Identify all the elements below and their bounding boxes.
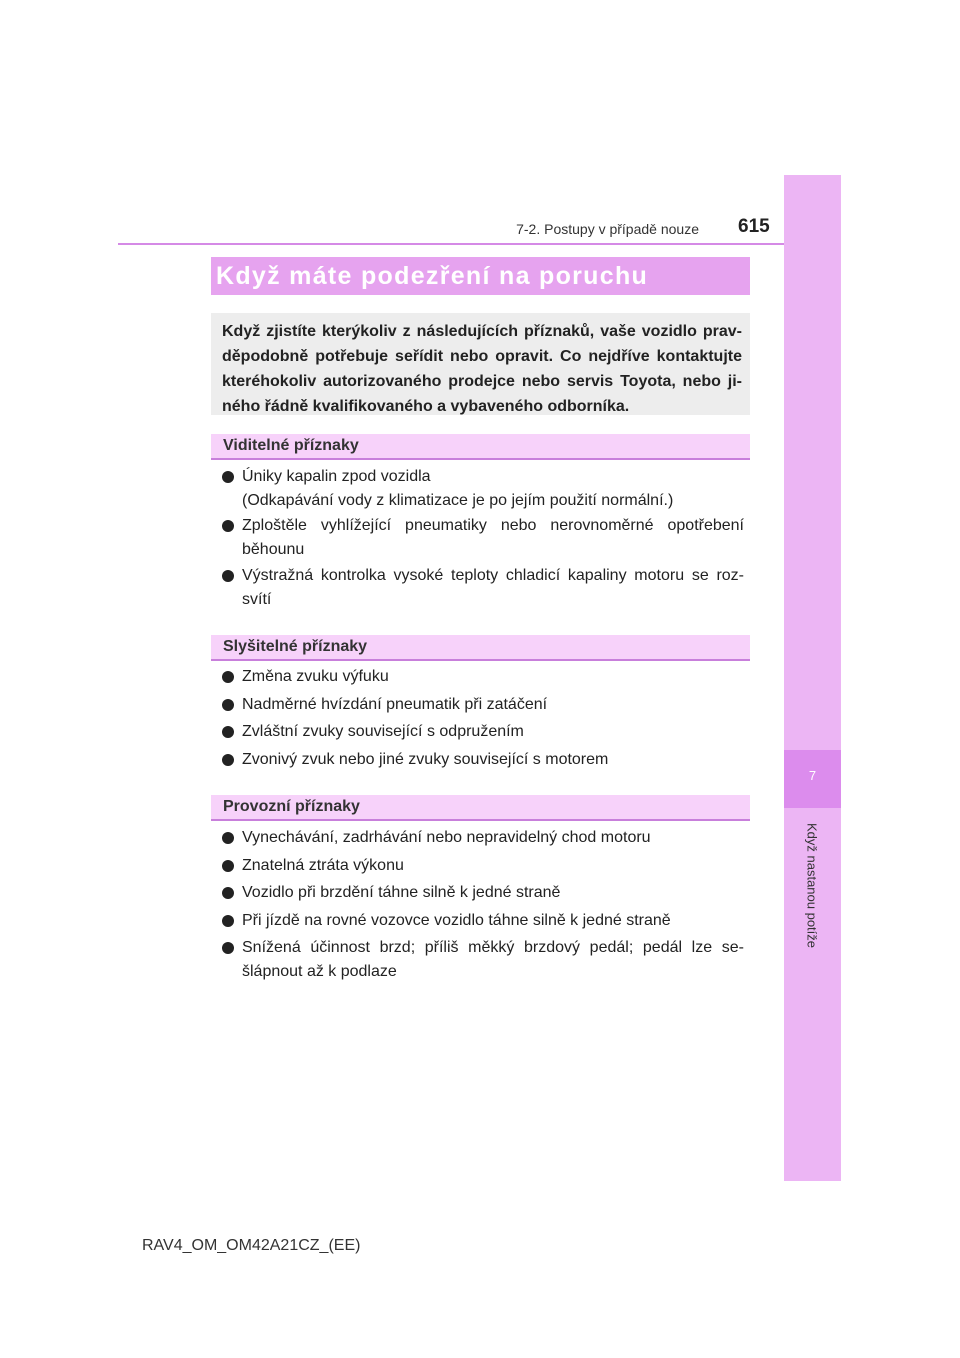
list-item [222,665,744,689]
bullet-icon [222,570,234,582]
bullet-icon [222,671,234,683]
page-title: Když máte podezření na poruchu [216,262,649,290]
list-item [222,881,744,905]
bullet-icon [222,754,234,766]
list-item [222,720,744,744]
section-heading-operational [211,795,750,821]
bullet-icon [222,471,234,483]
bullet-icon [222,832,234,844]
bullet-icon [222,699,234,711]
chapter-number: 7 [808,768,817,783]
page-number: 615 [738,216,770,237]
bullet-icon [222,887,234,899]
list-item-text: Úniky kapalin zpod vozidla [242,468,431,485]
section-heading-audible [211,635,750,661]
bullet-icon [222,915,234,927]
list-item-text: Zvláštní zvuky související s odpružením [242,723,524,740]
intro-box [211,313,750,415]
list-item-text-note: (Odkapávání vody z klimatizace je po jejím použití normální.) [242,492,674,509]
header-section-title: 7-2. Postupy v případě nouze [516,221,699,237]
bullet-icon [222,726,234,738]
list-item [222,936,744,984]
header-divider [118,243,784,245]
list-item [222,854,744,878]
bullet-icon [222,520,234,532]
bullet-icon [222,860,234,872]
section-heading-label: Provozní příznaky [223,798,360,815]
section-heading-visible [211,434,750,460]
list-item [222,826,744,850]
list-item-text: Změna zvuku výfuku [242,668,389,685]
chapter-side-tab [784,175,841,1181]
list-item [222,693,744,717]
list-item [222,564,744,612]
document-code: RAV4_OM_OM42A21CZ_(EE) [142,1237,361,1254]
list-item-text: Zploštěle vyhlížející pneumatiky nebo nerovnoměrné opotřebení běhounu [242,517,744,558]
intro-text: Když zjistíte kterýkoliv z následujících příznaků, vaše vozidlo prav-děpodobně potřebuje seřídit nebo opravit. Co nejdříve kontaktujte kteréhokoliv autorizovaného prodejce nebo servis Toyota, nebo ji-ného řádně kvalifikovaného a vybaveného odborníka. [222,323,742,415]
section-heading-label: Viditelné příznaky [223,437,359,454]
list-item [222,465,744,513]
list-item [222,748,744,772]
list-item-text: Vynechávání, zadrhávání nebo nepravidelný chod motoru [242,829,651,846]
list-item-text: Snížená účinnost brzd; příliš měkký brzdový pedál; pedál lze se-šlápnout až k podlaze [242,939,744,980]
list-item-text: Zvonivý zvuk nebo jiné zvuky související s motorem [242,751,609,768]
list-item-text: Znatelná ztráta výkonu [242,857,404,874]
section-heading-label: Slyšitelné příznaky [223,638,368,655]
list-item-text: Výstražná kontrolka vysoké teploty chladicí kapaliny motoru se roz-svítí [242,567,744,608]
bullet-icon [222,942,234,954]
list-item [222,909,744,933]
chapter-title: Když nastanou potíže [804,822,820,949]
list-item-text: Nadměrné hvízdání pneumatik při zatáčení [242,696,548,713]
list-item-text: Vozidlo při brzdění táhne silně k jedné straně [242,884,561,901]
list-item [222,514,744,562]
list-item-text: Při jízdě na rovné vozovce vozidlo táhne silně k jedné straně [242,912,671,929]
